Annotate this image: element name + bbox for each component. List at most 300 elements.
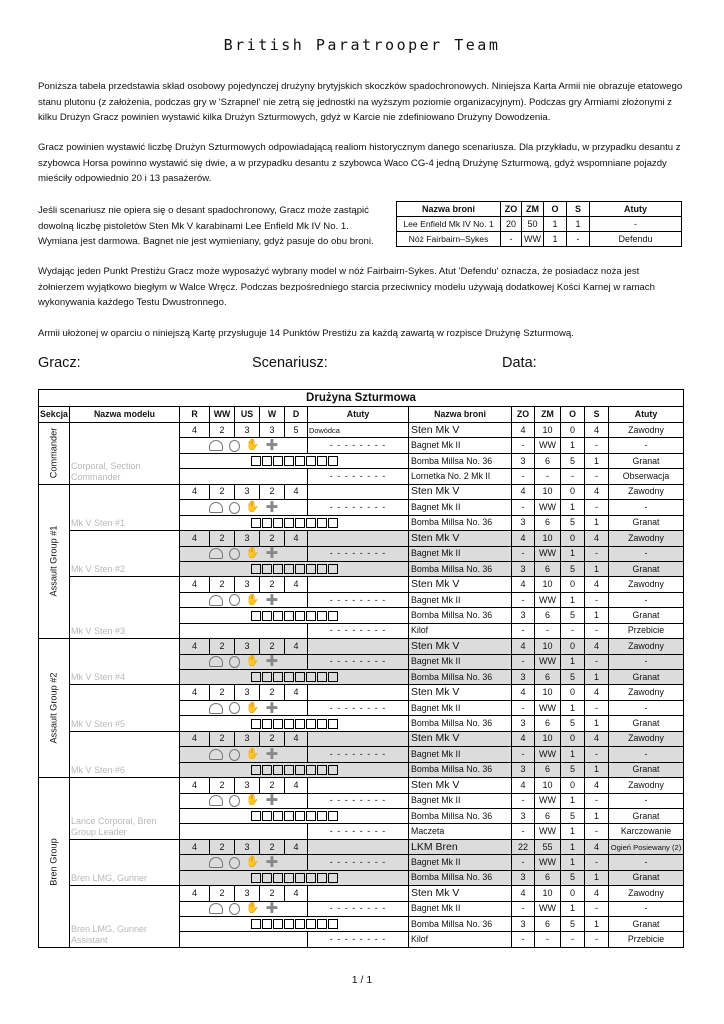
weapon-name: Bomba Millsa No. 36 xyxy=(409,716,512,731)
weapon-stat: - xyxy=(585,623,609,638)
weapon-stat: 0 xyxy=(561,484,585,499)
weapon-stat: - xyxy=(585,469,609,484)
dash-line: - - - - - - - - xyxy=(329,748,387,759)
model-name: Mk V Sten #3 xyxy=(70,577,180,639)
wound-boxes[interactable] xyxy=(251,811,338,821)
weapon-stat: 6 xyxy=(535,453,561,468)
weapon-stat: - xyxy=(585,855,609,870)
medic-cross-icon: ✚ xyxy=(265,793,279,809)
weapon-stat: 4 xyxy=(585,484,609,499)
weapon-trait: - xyxy=(609,793,684,808)
weapon-name: Maczeta xyxy=(409,824,512,839)
icon-cell xyxy=(180,747,308,762)
weapon-stat: 0 xyxy=(561,685,585,700)
stat-cell: 2 xyxy=(210,731,235,746)
weapon-trait: Zawodny xyxy=(609,778,684,793)
table-cell: Defendu xyxy=(590,232,682,247)
wound-box-cell xyxy=(180,808,409,823)
weapon-stat: 1 xyxy=(561,654,585,669)
stat-cell: 3 xyxy=(260,423,285,438)
weapon-stat: - xyxy=(585,901,609,916)
weapon-stat: 4 xyxy=(512,685,535,700)
weapon-name: Lee Enfield Mk IV No. 1 xyxy=(397,217,501,232)
weapon-stat: 4 xyxy=(512,639,535,654)
table-row xyxy=(39,731,684,746)
weapon-stat: 4 xyxy=(585,423,609,438)
weapon-trait: Granat xyxy=(609,453,684,468)
weapon-stat: - xyxy=(561,623,585,638)
stat-cell: 2 xyxy=(210,531,235,546)
medic-cross-icon: ✚ xyxy=(265,746,279,763)
weapon-stat: 4 xyxy=(512,577,535,592)
weapon-stat: 5 xyxy=(561,515,585,530)
weapon-stat: - xyxy=(512,592,535,607)
stat-cell: 3 xyxy=(235,685,260,700)
weapon-name: Bagnet Mk II xyxy=(409,793,512,808)
weapon-stat: 4 xyxy=(512,531,535,546)
table-cell: 1 xyxy=(544,217,567,232)
weapon-stat: 1 xyxy=(585,561,609,576)
stat-cell: 4 xyxy=(180,639,210,654)
weapon-name: Bomba Millsa No. 36 xyxy=(409,762,512,777)
weapon-trait: Zawodny xyxy=(609,577,684,592)
hand-icon: ✋ xyxy=(245,902,260,915)
empty-cell xyxy=(180,932,308,947)
helmet-icon xyxy=(209,795,223,806)
helmet-icon xyxy=(209,656,223,667)
weapon-trait: Granat xyxy=(609,762,684,777)
table-row xyxy=(39,423,684,438)
weapon-stat: 0 xyxy=(561,778,585,793)
weapon-swap-paragraph: Jeśli scenariusz nie opiera się o desant spadochronowy, Gracz może zastąpić dowolną liczbę pistoletów Sten Mk V karabinami Lee Enfield Mk IV No. 1. Wymiana jest darmowa. Bagnet nie jest wymieniany, gdyż pasuje do obu broni. xyxy=(38,205,374,248)
table-cell: 1 xyxy=(567,217,590,232)
wound-box-cell xyxy=(180,716,409,731)
table-row xyxy=(39,778,684,793)
wound-boxes[interactable] xyxy=(251,719,338,729)
dash-line: - - - - - - - - xyxy=(329,795,387,806)
table-row xyxy=(397,217,682,232)
weapon-stat: 5 xyxy=(561,716,585,731)
weapon-name: Sten Mk V xyxy=(409,484,512,499)
prestige-paragraph: Armii ułożonej w oparciu o niniejszą Kartę przysługuje 14 Punktów Prestiżu za każdą zawartą w rozpisce Drużynę Szturmową. xyxy=(38,328,574,339)
header-cell: ZM xyxy=(522,202,544,217)
table-row xyxy=(39,639,684,654)
medic-cross-icon: ✚ xyxy=(265,901,279,917)
section-label: Assault Group #1 xyxy=(48,525,59,597)
weapon-stat: 0 xyxy=(561,577,585,592)
model-icons xyxy=(209,548,278,560)
stat-cell: 4 xyxy=(285,484,308,499)
knife-paragraph: Wydając jeden Punkt Prestiżu Gracz może wyposażyć wybrany model w nóż Fairbairn-Sykes. Atut 'Defendu' oznacza, że posiadacz noża jest żołnierzem wyjątkowo biegłym w Walce Wręcz. Podczas bezpośredniego starcia przeciwnicy modelu używają dodatkowej Kości Karnej w ramach wykonywania każdego Testu Dwustronnego. xyxy=(38,266,655,309)
weapon-stat: 3 xyxy=(512,608,535,623)
weapon-stat: WW xyxy=(535,592,561,607)
weapon-stat: 10 xyxy=(535,639,561,654)
model-icons xyxy=(209,854,279,871)
weapon-stat: - xyxy=(535,469,561,484)
hand-icon: ✋ xyxy=(245,439,260,452)
stat-cell: 2 xyxy=(260,839,285,854)
weapon-trait: Przebicie xyxy=(609,623,684,638)
weapon-stat: 1 xyxy=(561,438,585,453)
ability-cell xyxy=(308,886,409,901)
weapon-stat: 4 xyxy=(585,839,609,854)
ability-cell xyxy=(308,778,409,793)
weapon-stat: 6 xyxy=(535,917,561,932)
weapon-name: LKM Bren xyxy=(409,839,512,854)
dash-cell xyxy=(308,824,409,839)
dash-line: - - - - - - - - xyxy=(329,471,387,482)
weapon-stat: - xyxy=(585,747,609,762)
icon-cell xyxy=(180,592,308,607)
medic-cross-icon: ✚ xyxy=(265,854,279,871)
stat-cell: 4 xyxy=(180,423,210,438)
stat-cell: 4 xyxy=(285,531,308,546)
icon-cell xyxy=(180,793,308,808)
stat-cell: 2 xyxy=(260,531,285,546)
weapon-stat: WW xyxy=(535,793,561,808)
model-name: Mk V Sten #6 xyxy=(70,731,180,777)
model-icons xyxy=(209,746,279,763)
dash-line: - - - - - - - - xyxy=(329,702,387,713)
weapon-name: Nóż Fairbairn–Sykes xyxy=(397,232,501,247)
weapon-stat: - xyxy=(512,546,535,561)
header-cell: W xyxy=(260,407,285,423)
wound-boxes[interactable] xyxy=(251,873,338,883)
dash-line: - - - - - - - - xyxy=(329,903,387,914)
stat-cell: 4 xyxy=(285,778,308,793)
weapon-trait: - xyxy=(609,747,684,762)
model-icons xyxy=(209,594,278,606)
weapon-stat: - xyxy=(561,932,585,947)
weapon-stat: - xyxy=(585,438,609,453)
weapon-stat: 5 xyxy=(561,762,585,777)
table-cell: - xyxy=(590,217,682,232)
model-name: Mk V Sten #5 xyxy=(70,685,180,731)
wound-boxes[interactable] xyxy=(251,518,338,528)
stat-cell: 2 xyxy=(260,639,285,654)
weapon-stat: 3 xyxy=(512,453,535,468)
weapon-stat: 3 xyxy=(512,716,535,731)
weapon-table xyxy=(396,201,682,247)
weapon-stat: - xyxy=(512,500,535,515)
weapon-name: Bomba Millsa No. 36 xyxy=(409,561,512,576)
table-row xyxy=(39,685,684,700)
weapon-stat: 6 xyxy=(535,716,561,731)
weapon-stat: 1 xyxy=(561,901,585,916)
weapon-stat: 3 xyxy=(512,917,535,932)
weapon-stat: 0 xyxy=(561,731,585,746)
weapon-stat: WW xyxy=(535,747,561,762)
medic-cross-icon: ✚ xyxy=(265,592,279,608)
header-cell: Nazwa broni xyxy=(397,202,501,217)
weapon-stat: 10 xyxy=(535,531,561,546)
header-cell: Atuty xyxy=(590,202,682,217)
stat-cell: 2 xyxy=(210,639,235,654)
wound-box-cell xyxy=(180,453,409,468)
dash-line: - - - - - - - - xyxy=(329,594,387,605)
weapon-trait: - xyxy=(609,901,684,916)
header-cell: O xyxy=(544,202,567,217)
wound-boxes[interactable] xyxy=(251,611,338,621)
weapon-trait: - xyxy=(609,700,684,715)
weapon-name: Sten Mk V xyxy=(409,639,512,654)
hand-icon: ✋ xyxy=(245,701,260,714)
weapon-trait: - xyxy=(609,592,684,607)
weapon-stat: - xyxy=(535,932,561,947)
weapon-trait: Zawodny xyxy=(609,886,684,901)
medic-cross-icon: ✚ xyxy=(265,546,279,562)
header-cell: S xyxy=(585,407,609,423)
weapon-stat: 5 xyxy=(561,917,585,932)
weapon-name: Sten Mk V xyxy=(409,685,512,700)
weapon-stat: 3 xyxy=(512,808,535,823)
table-row xyxy=(39,839,684,854)
weapon-stat: - xyxy=(585,592,609,607)
helmet-icon xyxy=(209,857,223,868)
weapon-stat: 5 xyxy=(561,808,585,823)
weapon-name: Kilof xyxy=(409,932,512,947)
weapon-stat: WW xyxy=(535,700,561,715)
wound-box-cell xyxy=(180,515,409,530)
dash-cell xyxy=(308,855,409,870)
date-label: Data: xyxy=(502,355,537,371)
weapon-stat: - xyxy=(512,901,535,916)
model-name: Bren LMG, Gunner Assistant xyxy=(70,886,180,948)
stat-cell: 2 xyxy=(260,886,285,901)
weapon-name: Sten Mk V xyxy=(409,423,512,438)
wound-boxes[interactable] xyxy=(251,919,338,929)
icon-cell xyxy=(180,855,308,870)
stat-cell: 3 xyxy=(235,886,260,901)
hand-icon: ✋ xyxy=(245,501,260,514)
section-label: Assault Group #2 xyxy=(48,672,59,744)
weapon-table-header xyxy=(397,202,682,217)
weapon-trait: Przebicie xyxy=(609,932,684,947)
weapon-stat: 10 xyxy=(535,778,561,793)
weapon-name: Bagnet Mk II xyxy=(409,546,512,561)
weapon-stat: - xyxy=(512,793,535,808)
weapon-stat: 6 xyxy=(535,762,561,777)
dash-cell xyxy=(308,592,409,607)
table-row xyxy=(39,484,684,499)
weapon-stat: 1 xyxy=(561,793,585,808)
weapon-stat: 1 xyxy=(561,747,585,762)
weapon-trait: - xyxy=(609,500,684,515)
stat-cell: 3 xyxy=(235,839,260,854)
stat-cell: 4 xyxy=(180,484,210,499)
soldier-head-icon xyxy=(229,502,240,514)
dash-line: - - - - - - - - xyxy=(329,826,387,837)
weapon-stat: 55 xyxy=(535,839,561,854)
weapon-trait: Zawodny xyxy=(609,639,684,654)
stat-cell: 5 xyxy=(285,423,308,438)
weapon-stat: 1 xyxy=(585,515,609,530)
weapon-stat: 10 xyxy=(535,731,561,746)
weapon-stat: 6 xyxy=(535,670,561,685)
stat-cell: 4 xyxy=(180,531,210,546)
weapon-stat: 1 xyxy=(585,670,609,685)
soldier-head-icon xyxy=(229,857,240,869)
model-icons xyxy=(209,656,278,668)
section-label: Commander xyxy=(48,428,59,479)
weapon-stat: - xyxy=(512,654,535,669)
header-cell: O xyxy=(561,407,585,423)
weapon-stat: 5 xyxy=(561,561,585,576)
wound-boxes[interactable] xyxy=(251,672,338,682)
weapon-name: Sten Mk V xyxy=(409,778,512,793)
weapon-stat: - xyxy=(585,824,609,839)
weapon-stat: 5 xyxy=(561,453,585,468)
wound-box-cell xyxy=(180,762,409,777)
model-name: Mk V Sten #4 xyxy=(70,639,180,685)
table-cell: - xyxy=(501,232,522,247)
stat-cell: 4 xyxy=(180,685,210,700)
weapon-stat: 4 xyxy=(512,423,535,438)
weapon-stat: 4 xyxy=(512,886,535,901)
stat-cell: 4 xyxy=(285,731,308,746)
weapon-stat: 1 xyxy=(585,608,609,623)
helmet-icon xyxy=(209,595,223,606)
wound-boxes[interactable] xyxy=(251,456,338,466)
weapon-name: Bomba Millsa No. 36 xyxy=(409,453,512,468)
weapon-stat: 1 xyxy=(561,855,585,870)
ability-cell xyxy=(308,531,409,546)
icon-cell xyxy=(180,901,308,916)
weapon-stat: 6 xyxy=(535,870,561,885)
dash-cell xyxy=(308,901,409,916)
weapon-stat: - xyxy=(512,438,535,453)
stat-cell: 2 xyxy=(210,685,235,700)
wound-boxes[interactable] xyxy=(251,564,338,574)
weapon-stat: 10 xyxy=(535,484,561,499)
weapon-stat: - xyxy=(585,500,609,515)
weapon-trait: Zawodny xyxy=(609,531,684,546)
weapon-trait: Zawodny xyxy=(609,731,684,746)
weapon-name: Bomba Millsa No. 36 xyxy=(409,917,512,932)
dash-cell xyxy=(308,469,409,484)
table-cell: 1 xyxy=(544,232,567,247)
weapon-stat: 4 xyxy=(512,731,535,746)
weapon-stat: 1 xyxy=(585,808,609,823)
weapon-trait: Granat xyxy=(609,608,684,623)
header-cell: ZM xyxy=(535,407,561,423)
weapon-name: Bomba Millsa No. 36 xyxy=(409,515,512,530)
section-label-cell xyxy=(39,639,70,778)
weapon-name: Bagnet Mk II xyxy=(409,855,512,870)
empty-cell xyxy=(180,623,308,638)
soldier-head-icon xyxy=(229,795,240,807)
stat-cell: 3 xyxy=(235,639,260,654)
weapon-stat: 6 xyxy=(535,808,561,823)
weapon-stat: 6 xyxy=(535,561,561,576)
dash-cell xyxy=(308,546,409,561)
icon-cell xyxy=(180,438,308,453)
weapon-name: Sten Mk V xyxy=(409,577,512,592)
weapon-stat: - xyxy=(512,469,535,484)
table-row xyxy=(39,531,684,546)
weapon-stat: 1 xyxy=(585,453,609,468)
stat-cell: 2 xyxy=(210,577,235,592)
dash-line: - - - - - - - - xyxy=(329,501,387,512)
stat-cell: 3 xyxy=(235,577,260,592)
weapon-stat: 10 xyxy=(535,685,561,700)
model-name: Bren LMG, Gunner xyxy=(70,839,180,885)
medic-cross-icon: ✚ xyxy=(265,499,279,516)
stat-cell: 2 xyxy=(210,839,235,854)
weapon-name: Bagnet Mk II xyxy=(409,500,512,515)
dash-cell xyxy=(308,438,409,453)
stat-cell: 2 xyxy=(210,484,235,499)
wound-box-cell xyxy=(180,561,409,576)
weapon-stat: WW xyxy=(535,824,561,839)
table-cell: WW xyxy=(522,232,544,247)
weapon-stat: - xyxy=(512,932,535,947)
weapon-trait: - xyxy=(609,438,684,453)
weapon-trait: Zawodny xyxy=(609,685,684,700)
weapon-trait: Zawodny xyxy=(609,423,684,438)
stat-cell: 4 xyxy=(285,886,308,901)
wound-boxes[interactable] xyxy=(251,765,338,775)
weapon-stat: 1 xyxy=(585,870,609,885)
weapon-stat: WW xyxy=(535,855,561,870)
weapon-trait: Granat xyxy=(609,515,684,530)
ability-cell xyxy=(308,484,409,499)
page-title: British Paratrooper Team xyxy=(223,36,501,54)
weapon-stat: 0 xyxy=(561,639,585,654)
helmet-icon xyxy=(209,502,223,513)
weapon-stat: WW xyxy=(535,500,561,515)
weapon-stat: - xyxy=(585,546,609,561)
weapon-trait: Granat xyxy=(609,670,684,685)
weapon-stat: 3 xyxy=(512,561,535,576)
weapon-name: Bagnet Mk II xyxy=(409,592,512,607)
stat-cell: 4 xyxy=(180,731,210,746)
weapon-name: Bomba Millsa No. 36 xyxy=(409,608,512,623)
weapon-stat: 1 xyxy=(585,762,609,777)
weapon-name: Bagnet Mk II xyxy=(409,654,512,669)
weapon-stat: - xyxy=(512,855,535,870)
helmet-icon xyxy=(209,749,223,760)
weapon-stat: 4 xyxy=(585,685,609,700)
empty-cell xyxy=(180,469,308,484)
weapon-name: Lornetka No. 2 Mk II xyxy=(409,469,512,484)
stat-cell: 2 xyxy=(260,484,285,499)
weapon-stat: 1 xyxy=(561,839,585,854)
dash-line: - - - - - - - - xyxy=(329,656,387,667)
weapon-trait: Granat xyxy=(609,870,684,885)
header-cell: R xyxy=(180,407,210,423)
wound-box-cell xyxy=(180,917,409,932)
section-label-cell xyxy=(39,423,70,485)
weapon-name: Bagnet Mk II xyxy=(409,700,512,715)
weapon-stat: - xyxy=(512,747,535,762)
weapon-stat: - xyxy=(585,700,609,715)
section-label-cell xyxy=(39,484,70,638)
weapon-trait: Granat xyxy=(609,808,684,823)
dash-line: - - - - - - - - xyxy=(329,548,387,559)
weapon-trait: - xyxy=(609,546,684,561)
weapon-name: Sten Mk V xyxy=(409,886,512,901)
header-cell: WW xyxy=(210,407,235,423)
weapon-stat: 5 xyxy=(561,608,585,623)
model-icons xyxy=(209,903,278,915)
stat-cell: 4 xyxy=(180,886,210,901)
stat-cell: 3 xyxy=(235,484,260,499)
weapon-stat: 10 xyxy=(535,886,561,901)
icon-cell xyxy=(180,654,308,669)
weapon-stat: 3 xyxy=(512,762,535,777)
hand-icon: ✋ xyxy=(245,593,260,606)
